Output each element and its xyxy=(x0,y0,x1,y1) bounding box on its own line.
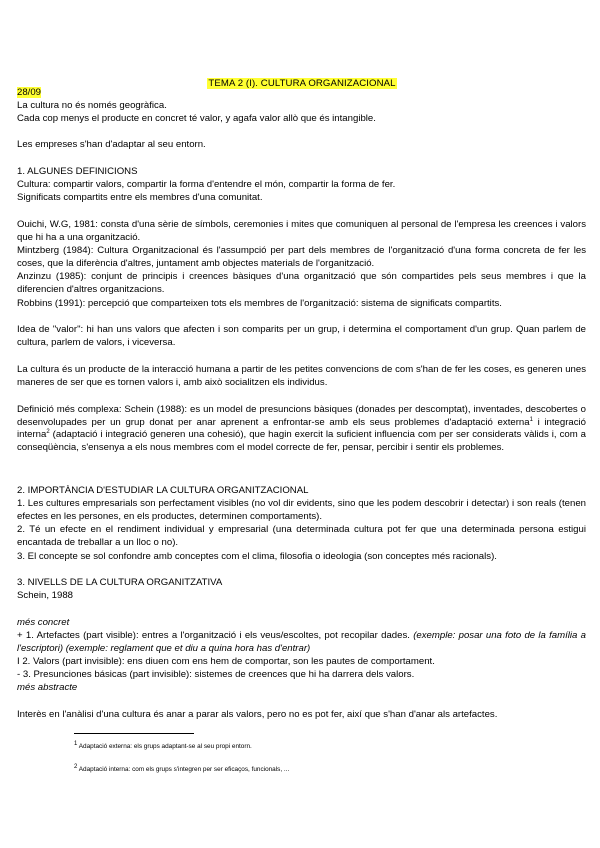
artefactes-examples: (exemple: posar una foto de la família a l'escriptori) (exemple: reglament que et diu a quina hora has d'entrar) xyxy=(17,630,586,654)
footnote-2-number: 2 xyxy=(74,763,78,770)
definition-significats: Significats compartits entre els membres d'una comunitat. xyxy=(17,192,263,203)
date: 28/09 xyxy=(17,87,42,98)
date-line xyxy=(17,87,41,99)
importance-point-1: 1. Les cultures empresarials son perfectament visibles (no vol dir evidents, sino que les podem descobrir i detectar) i son reals (tenen efectes en les persones, en els productes, determinen comportaments). xyxy=(17,498,586,522)
schein-definition-paragraph xyxy=(17,404,586,454)
footnote-2-text: Adaptació interna: com els grups s'integren per ser eficaços, funcionals, ... xyxy=(78,766,290,773)
definition-anzinzu: Anzinzu (1985): conjunt de principis i creences bàsiques d'una organització que són compartides pels seus membres i que la diferencien d'altres organitzacions. xyxy=(17,271,586,295)
level-valors: I 2. Valors (part invisible): ens diuen com ens hem de comportar, son les pautes de comportament. xyxy=(17,656,435,667)
value-idea-paragraph: Idea de "valor": hi han uns valors que afecten i son comparits per un grup, i determina el comportament d'un grup. Quan parlem de cultura, parlem de valors, i viceversa. xyxy=(17,324,586,348)
footnote-ref-2: 2 xyxy=(46,429,50,435)
definition-ouichi: Ouichi, W.G, 1981: consta d'una sèrie de símbols, ceremonies i mites que comuniquen al personal de l'empresa les creences i valors que hi ha a una organització. xyxy=(17,219,586,243)
footnote-1-number: 1 xyxy=(74,740,78,747)
companies-line: Les empreses s'han d'adaptar al seu entorn. xyxy=(17,139,206,150)
definition-mintzberg: Mintzberg (1984): Cultura Organitzacional és l'assumpció per part dels membres de l'organització d'una forma concreta de fer les coses, que la diferència d'altres, juntament amb objectes materials de l'organització. xyxy=(17,245,586,269)
definition-cultura: Cultura: compartir valors, compartir la forma d'entendre el món, compartir la forma de fer. xyxy=(17,179,396,190)
importance-point-2: 2. Té un efecte en el rendiment individual y empresarial (una determinada cultura pot fer que una determinada persona estigui encantada de treballar a un lloc o no). xyxy=(17,524,586,548)
footnote-ref-1: 1 xyxy=(529,416,533,423)
section-3-heading: 3. NIVELLS DE LA CULTURA ORGANITZATIVA xyxy=(17,577,223,588)
more-concrete-label: més concret xyxy=(17,617,70,628)
schein-text-b: i integració interna xyxy=(17,416,586,441)
intro-line-2: Cada cop menys el producte en concret té valor, y agafa valor allò que és intangible. xyxy=(17,113,376,124)
section-3-author: Schein, 1988 xyxy=(17,590,74,601)
footnote-1-text: Adaptació externa: els grups adaptant-se al seu propi entorn. xyxy=(78,743,252,750)
footnote-1 xyxy=(74,740,252,750)
importance-point-3: 3. El concepte se sol confondre amb conceptes com el clima, filosofia o ideologia (son conceptes més racionals). xyxy=(17,551,497,562)
title-block xyxy=(17,73,587,91)
schein-text-a: Definició més complexa: Schein (1988): es un model de presuncions bàsiques (donades per descomptat), inventades, descobertes o desenvolupades per un grup donat per anar aprenent a enfrontar-se amb els seus problemes d'adaptació externa xyxy=(17,404,586,428)
level-presunciones: - 3. Presunciones básicas (part invisible): sistemes de creences que hi ha darrera dels valors. xyxy=(17,669,415,680)
schein-text-c: (adaptació i integració generen una cohesió), que hagin exercit la suficient influencia com per ser considerats vàlids i, com a conseqüència, s'ensenya a els nous membres com el model correcte de fer, pensar, percibir i sentir els problemes. xyxy=(17,429,586,453)
interes-paragraph: Interès en l'anàlisi d'una cultura és anar a parar als valors, pero no es pot fer, així que s'han d'anar als artefactes. xyxy=(17,709,498,720)
level-artefactes xyxy=(17,630,586,655)
page-title: TEMA 2 (I). CULTURA ORGANIZACIONAL xyxy=(208,78,396,89)
section-1-heading: 1. ALGUNES DEFINICIONS xyxy=(17,166,138,177)
more-abstract-label: més abstracte xyxy=(17,682,78,693)
footnote-separator xyxy=(74,733,194,734)
culture-product-paragraph: La cultura és un producte de la interacció humana a partir de les petites convencions de com s'han de fer les coses, es generen unes maneres de ser que es tornen valors i, amb això socialitzen els individus. xyxy=(17,364,586,388)
artefactes-text: + 1. Artefactes (part visible): entres a l'organització i els veus/escoltes, pot recopilar dades. xyxy=(17,630,414,641)
intro-line-1: La cultura no és només geogràfica. xyxy=(17,100,167,111)
definition-robbins: Robbins (1991): percepció que comparteixen tots els membres de l'organització: sistema de significats compartits. xyxy=(17,298,502,309)
section-2-heading: 2. IMPORTÀNCIA D'ESTUDIAR LA CULTURA ORGANITZACIONAL xyxy=(17,485,309,496)
footnote-2 xyxy=(74,763,290,773)
